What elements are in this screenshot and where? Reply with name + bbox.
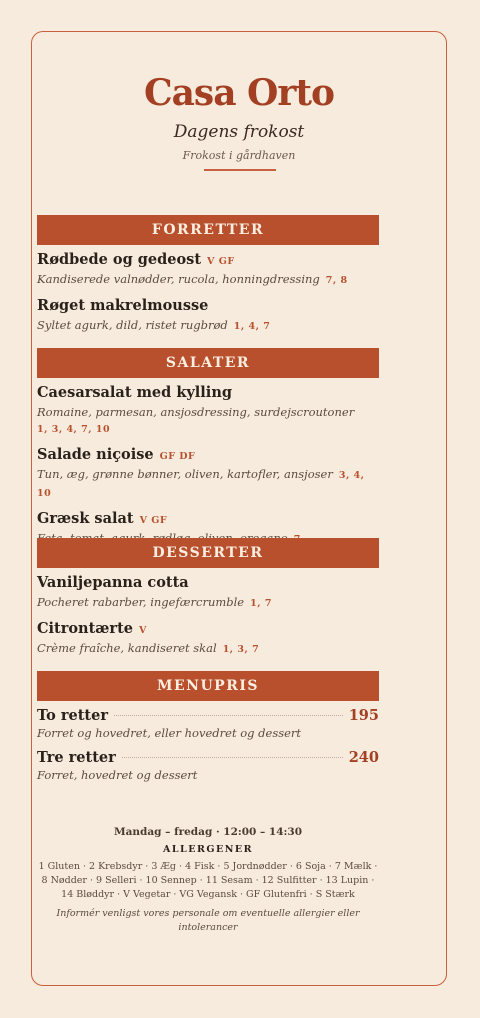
menu-item (37, 384, 379, 438)
item-allergens: 3, 4, 10 (37, 470, 365, 499)
item-description: Kandiserede valnødder, rucola, honningdressing (37, 272, 320, 286)
opening-hours: Mandag – fredag · 12:00 – 14:30 (113, 826, 303, 838)
section-header: MENUPRIS (37, 671, 379, 701)
menu-subtitle: Dagens frokost (173, 122, 305, 142)
item-name: Salade niçoise (37, 446, 154, 463)
price-value: 240 (348, 749, 379, 766)
item-tags: V GF (207, 256, 235, 267)
price-item (37, 707, 379, 741)
price-item-description: Forret, hovedret og dessert (37, 768, 198, 782)
menu-item (37, 251, 379, 289)
allergy-note: Informér venligst vores personale om eventuelle allergier eller intolerancer (56, 908, 360, 933)
item-description: Syltet agurk, dild, ristet rugbrød (37, 318, 228, 332)
menu-item (37, 620, 379, 658)
section-menupris (37, 671, 379, 783)
section-desserter (37, 538, 379, 658)
dot-leader (122, 757, 343, 758)
menu-tagline: Frokost i gårdhaven (182, 149, 296, 162)
item-description: Pocheret rabarber, ingefærcrumble (37, 595, 245, 609)
item-tags: V (139, 625, 147, 636)
restaurant-title: Casa Orto (143, 72, 335, 114)
item-name: Rødbede og gedeost (37, 251, 202, 268)
item-allergens: 1, 3, 7 (222, 644, 260, 655)
price-item-name: Tre retter (37, 749, 116, 766)
allergens-heading: ALLERGENER (162, 844, 254, 855)
section-header: FORRETTER (37, 215, 379, 245)
item-tags: V GF (139, 515, 168, 526)
menu-item (37, 574, 379, 612)
item-name: Caesarsalat med kylling (37, 384, 232, 401)
item-allergens: 1, 4, 7 (233, 321, 271, 332)
price-value: 195 (348, 707, 379, 724)
item-description: Crème fraîche, kandiseret skal (37, 641, 217, 655)
menu-item (37, 446, 379, 502)
menu-item (37, 297, 379, 335)
section-salater (37, 348, 379, 548)
section-header: SALATER (37, 348, 379, 378)
title-divider (204, 169, 276, 171)
item-description: Romaine, parmesan, ansjosdressing, surdejscroutoner (37, 405, 355, 419)
item-description: Tun, æg, grønne bønner, oliven, kartofler, ansjoser (37, 467, 333, 481)
section-forretter (37, 215, 379, 335)
allergens-list: 1 Gluten · 2 Krebsdyr · 3 Æg · 4 Fisk · 5 Jordnødder · 6 Soja · 7 Mælk · 8 Nødder · 9 Selleri · 10 Sennep · 11 Sesam · 12 Sulfitter · 13 Lupin · 14 Bløddyr · V Vegetar · VG Vegansk · GF Glutenfri · S Stærk (38, 861, 378, 900)
item-name: Græsk salat (37, 510, 134, 527)
item-allergens: 1, 3, 4, 7, 10 (37, 424, 111, 435)
price-item-name: To retter (37, 707, 108, 724)
section-header: DESSERTER (37, 538, 379, 568)
item-allergens: 7, 8 (325, 275, 348, 286)
item-name: Citrontærte (37, 620, 133, 637)
price-item (37, 749, 379, 783)
menu-footer (37, 826, 379, 935)
item-name: Røget makrelmousse (37, 297, 209, 314)
item-allergens: 1, 7 (250, 598, 272, 609)
item-name: Vaniljepanna cotta (37, 574, 189, 591)
item-tags: GF DF (159, 451, 196, 462)
dot-leader (114, 715, 343, 716)
price-item-description: Forret og hovedret, eller hovedret og dessert (37, 726, 302, 740)
